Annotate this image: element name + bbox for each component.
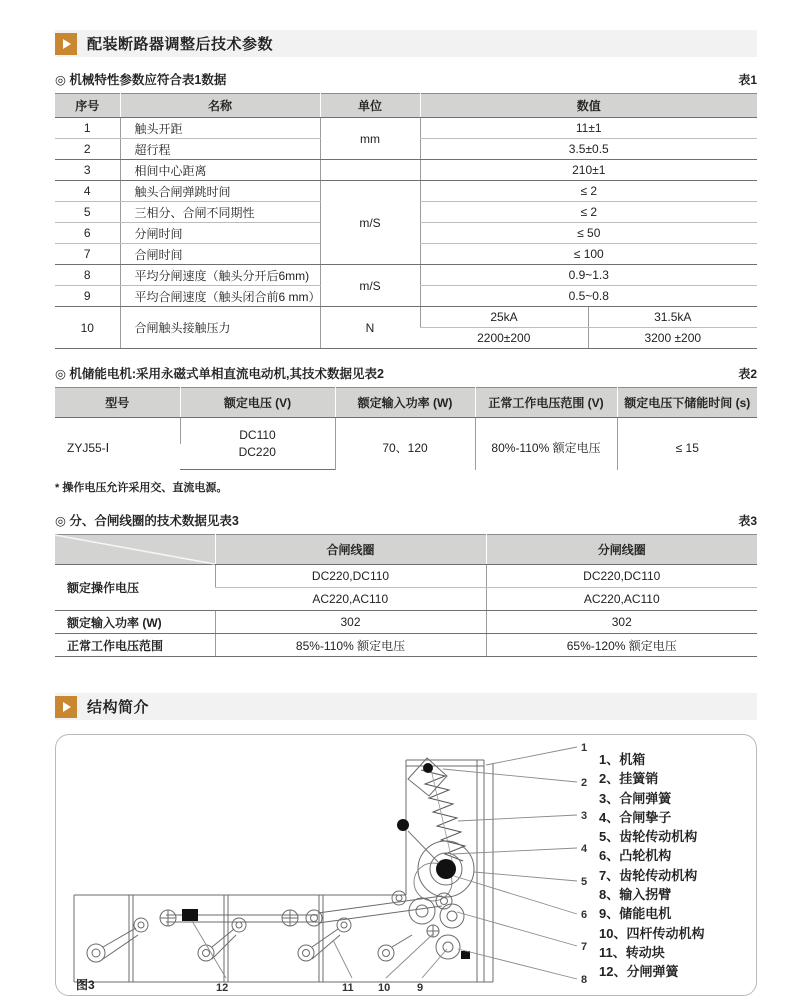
- cell-charge-time: ≤ 15: [617, 418, 757, 470]
- table-row: [55, 611, 757, 634]
- coil-parameters-table: [55, 534, 757, 657]
- cell-value: ≤ 2: [420, 181, 757, 202]
- callout-label: 9: [417, 982, 424, 994]
- callout-label: 3: [581, 810, 588, 822]
- cell-subvalue-25ka: 25kA: [420, 307, 588, 328]
- mechanism-diagram: [56, 735, 596, 995]
- section-title: 结构简介: [87, 699, 150, 716]
- row-label-voltage-range: 正常工作电压范围: [55, 634, 215, 657]
- col-header-unit: 单位: [320, 94, 420, 118]
- document-page: [0, 30, 800, 994]
- cell-value: ≤ 50: [420, 223, 757, 244]
- cell-unit: mm: [320, 118, 420, 160]
- table1-tag: 表1: [738, 73, 757, 87]
- cell-no: 7: [55, 244, 120, 265]
- callout-label: 11: [342, 982, 354, 994]
- cell-subvalue-31ka: 31.5kA: [588, 307, 757, 328]
- col-header-no: 序号: [55, 94, 120, 118]
- table-row: [55, 118, 757, 139]
- table-row: [55, 181, 757, 202]
- row-label-operating-voltage: 额定操作电压: [55, 565, 215, 611]
- col-header-opening-coil: 分闸线圈: [486, 535, 757, 565]
- cell-no: 1: [55, 118, 120, 139]
- legend-item: 1、机箱: [599, 752, 646, 767]
- cell-voltage-dc110: DC110: [180, 418, 335, 444]
- cell-name: 合闸时间: [120, 244, 320, 265]
- diagonal-line: [55, 535, 215, 564]
- cell-ac-opening: AC220,AC110: [486, 588, 757, 611]
- cell-name: 平均合闸速度（触头闭合前6 mm）: [120, 286, 320, 307]
- cell-name: 三相分、合闸不同期性: [120, 202, 320, 223]
- cell-value: 11±1: [420, 118, 757, 139]
- legend-item: 6、凸轮机构: [599, 848, 672, 864]
- cell-no: 8: [55, 265, 120, 286]
- cell-value: ≤ 2: [420, 202, 757, 223]
- cell-value: 210±1: [420, 160, 757, 181]
- col-header-charge-time: 额定电压下储能时间 (s): [617, 388, 757, 418]
- cell-range-opening: 65%-120% 额定电压: [486, 634, 757, 657]
- cell-unit: m/S: [320, 265, 420, 307]
- cell-voltage-dc220: DC220: [180, 444, 335, 470]
- cell-unit: m/S: [320, 181, 420, 265]
- table-row: [55, 307, 757, 328]
- callout-label: 12: [216, 982, 229, 994]
- cell-power-opening: 302: [486, 611, 757, 634]
- cell-no: 9: [55, 286, 120, 307]
- table-header-row: [55, 388, 757, 418]
- diagonal-header-cell: [55, 535, 215, 565]
- cell-value: 0.9~1.3: [420, 265, 757, 286]
- table-row: [55, 565, 757, 588]
- callout-label: 4: [581, 843, 588, 855]
- section-header-structure: [55, 693, 757, 720]
- cell-ac-closing: AC220,AC110: [215, 588, 486, 611]
- table-row: [55, 265, 757, 286]
- col-header-closing-coil: 合闸线圈: [215, 535, 486, 565]
- table-header-row: [55, 94, 757, 118]
- table2-caption: ◎ 机储能电机:采用永磁式单相直流电动机,其技术数据见表2: [55, 367, 384, 381]
- cell-model: ZYJ55-Ⅰ: [67, 440, 110, 455]
- cell-name: 分闸时间: [120, 223, 320, 244]
- callout-label: 7: [581, 941, 588, 953]
- section-header-parameters: [55, 30, 757, 57]
- play-triangle-icon: [55, 33, 77, 55]
- cell-pressure-31ka: 3200 ±200: [588, 328, 757, 349]
- table-row: [55, 160, 757, 181]
- play-triangle-icon: [55, 696, 77, 718]
- legend-item: 7、齿轮传动机构: [599, 867, 698, 883]
- cell-name: 超行程: [120, 139, 320, 160]
- col-header-voltage-range: 正常工作电压范围 (V): [475, 388, 617, 418]
- structure-figure: [55, 734, 757, 996]
- legend-item: 12、分闸弹簧: [599, 964, 679, 980]
- cell-name: 合闸触头接触压力: [120, 307, 320, 349]
- table3-caption: ◎ 分、合闸线圈的技术数据见表3: [55, 514, 239, 528]
- cell-value: 3.5±0.5: [420, 139, 757, 160]
- callout-label: 1: [581, 742, 588, 754]
- cell-no: 6: [55, 223, 120, 244]
- table3-tag: 表3: [738, 514, 757, 528]
- legend-item: 4、合闸挚子: [599, 809, 672, 825]
- figure-legend: [599, 750, 704, 982]
- cell-value: ≤ 100: [420, 244, 757, 265]
- cell-name: 触头合闸弹跳时间: [120, 181, 320, 202]
- cell-no: 4: [55, 181, 120, 202]
- cell-range: 80%-110% 额定电压: [475, 418, 617, 470]
- legend-item: 3、合闸弹簧: [599, 790, 672, 806]
- callout-label: 6: [581, 909, 588, 921]
- cell-power: 70、120: [335, 418, 475, 470]
- cell-pressure-25ka: 2200±200: [420, 328, 588, 349]
- cell-name: 触头开距: [120, 118, 320, 139]
- motor-parameters-table: [55, 387, 757, 470]
- cell-name: 相间中心距离: [120, 160, 320, 181]
- callout-label: 8: [581, 974, 588, 986]
- section-title: 配装断路器调整后技术参数: [87, 36, 274, 53]
- col-header-input-power: 额定输入功率 (W): [335, 388, 475, 418]
- callout-label: 5: [581, 876, 588, 888]
- legend-item: 11、转动块: [599, 944, 665, 960]
- cell-no: 3: [55, 160, 120, 181]
- mechanical-parameters-table: [55, 93, 757, 349]
- cell-value: 0.5~0.8: [420, 286, 757, 307]
- legend-item: 5、齿轮传动机构: [599, 829, 698, 845]
- col-header-rated-voltage: 额定电压 (V): [180, 388, 335, 418]
- table-row: [55, 634, 757, 657]
- cell-dc-closing: DC220,DC110: [215, 565, 486, 588]
- table1-caption: ◎ 机械特性参数应符合表1数据: [55, 73, 227, 87]
- col-header-name: 名称: [120, 94, 320, 118]
- cell-no: 10: [55, 307, 120, 349]
- cell-dc-opening: DC220,DC110: [486, 565, 757, 588]
- col-header-value: 数值: [420, 94, 757, 118]
- col-header-model: 型号: [55, 388, 180, 418]
- cell-name: 平均分闸速度（触头分开后6mm): [120, 265, 320, 286]
- table-header-row: [55, 535, 757, 565]
- legend-item: 10、四杆传动机构: [599, 925, 705, 941]
- cell-range-closing: 85%-110% 额定电压: [215, 634, 486, 657]
- callout-label: 10: [378, 982, 391, 994]
- legend-item: 2、挂簧销: [599, 771, 659, 787]
- cell-power-closing: 302: [215, 611, 486, 634]
- table-row: [55, 418, 757, 444]
- row-label-input-power: 额定输入功率 (W): [55, 611, 215, 634]
- cell-unit: N: [320, 307, 420, 349]
- cell-unit: [320, 160, 420, 181]
- footnote: * 操作电压允许采用交、直流电源。: [55, 482, 228, 494]
- cell-no: 5: [55, 202, 120, 223]
- legend-item: 9、储能电机: [599, 906, 672, 922]
- legend-item: 8、输入拐臂: [599, 887, 672, 903]
- figure-label: 图3: [76, 978, 95, 992]
- callout-label: 2: [581, 777, 588, 789]
- table2-tag: 表2: [738, 367, 757, 381]
- cell-no: 2: [55, 139, 120, 160]
